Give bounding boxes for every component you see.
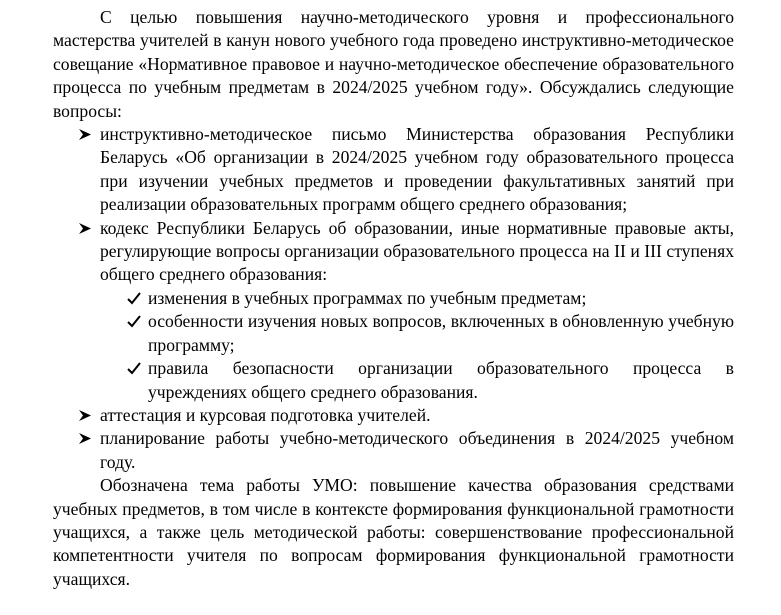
arrowhead-bullet-icon	[78, 123, 94, 141]
document-body	[53, 6, 734, 591]
checkmark-bullet-icon	[127, 310, 143, 328]
checkmark-bullet-icon	[127, 287, 143, 305]
subtopic-item	[53, 357, 734, 404]
checkmark-bullet-icon	[127, 357, 143, 375]
topic-item	[53, 404, 734, 427]
intro-paragraph: С целью повышения научно-методического уровня и профессионального мастерства учителей в канун нового учебного года проведено инструктивно-методическое совещание «Нормативное правовое и научно-методическое обеспечение образовательного процесса по учебным предметам в 2024/2025 учебном году». Обсуждались следующие вопросы:	[53, 7, 734, 121]
closing-paragraph: Обозначена тема работы УМО: повышение качества образования средствами учебных предметов, в том числе в контексте формирования функциональной грамотности учащихся, а также цель методической работы: совершенствование профессиональной компетентности учителя по вопросам формирования функциональной грамотности учащихся.	[53, 475, 734, 589]
topics-list	[53, 123, 734, 474]
arrowhead-bullet-icon	[78, 217, 94, 235]
arrowhead-bullet-icon	[78, 404, 94, 422]
subtopic-text: особенности изучения новых вопросов, включенных в обновленную учебную программу;	[148, 311, 734, 355]
subtopic-item	[53, 310, 734, 357]
topic-text: кодекс Республики Беларусь об образовании, иные нормативные правовые акты, регулирующие вопросы организации образовательного процесса на II и III ступенях общего среднего образования:	[100, 217, 734, 285]
topic-text: инструктивно-методическое письмо Министерства образования Республики Беларусь «Об организации в 2024/2025 учебном году образовательного процесса при изучении учебных предметов и проведении факультативных занятий при реализации образовательных программ общего среднего образования;	[100, 124, 734, 215]
subtopic-text: правила безопасности организации образовательного процесса в учреждениях общего среднего образования.	[148, 358, 734, 402]
topic-item	[53, 427, 734, 474]
subtopic-text: изменения в учебных программах по учебным предметам;	[148, 287, 587, 308]
topic-item	[53, 123, 734, 217]
arrowhead-bullet-icon	[78, 427, 94, 445]
topic-item	[53, 217, 734, 404]
topic-text: аттестация и курсовая подготовка учителей.	[100, 404, 431, 425]
topic-text: планирование работы учебно-методического объединения в 2024/2025 учебном году.	[100, 428, 734, 472]
subtopics-list	[100, 287, 734, 404]
subtopic-item	[53, 287, 734, 310]
